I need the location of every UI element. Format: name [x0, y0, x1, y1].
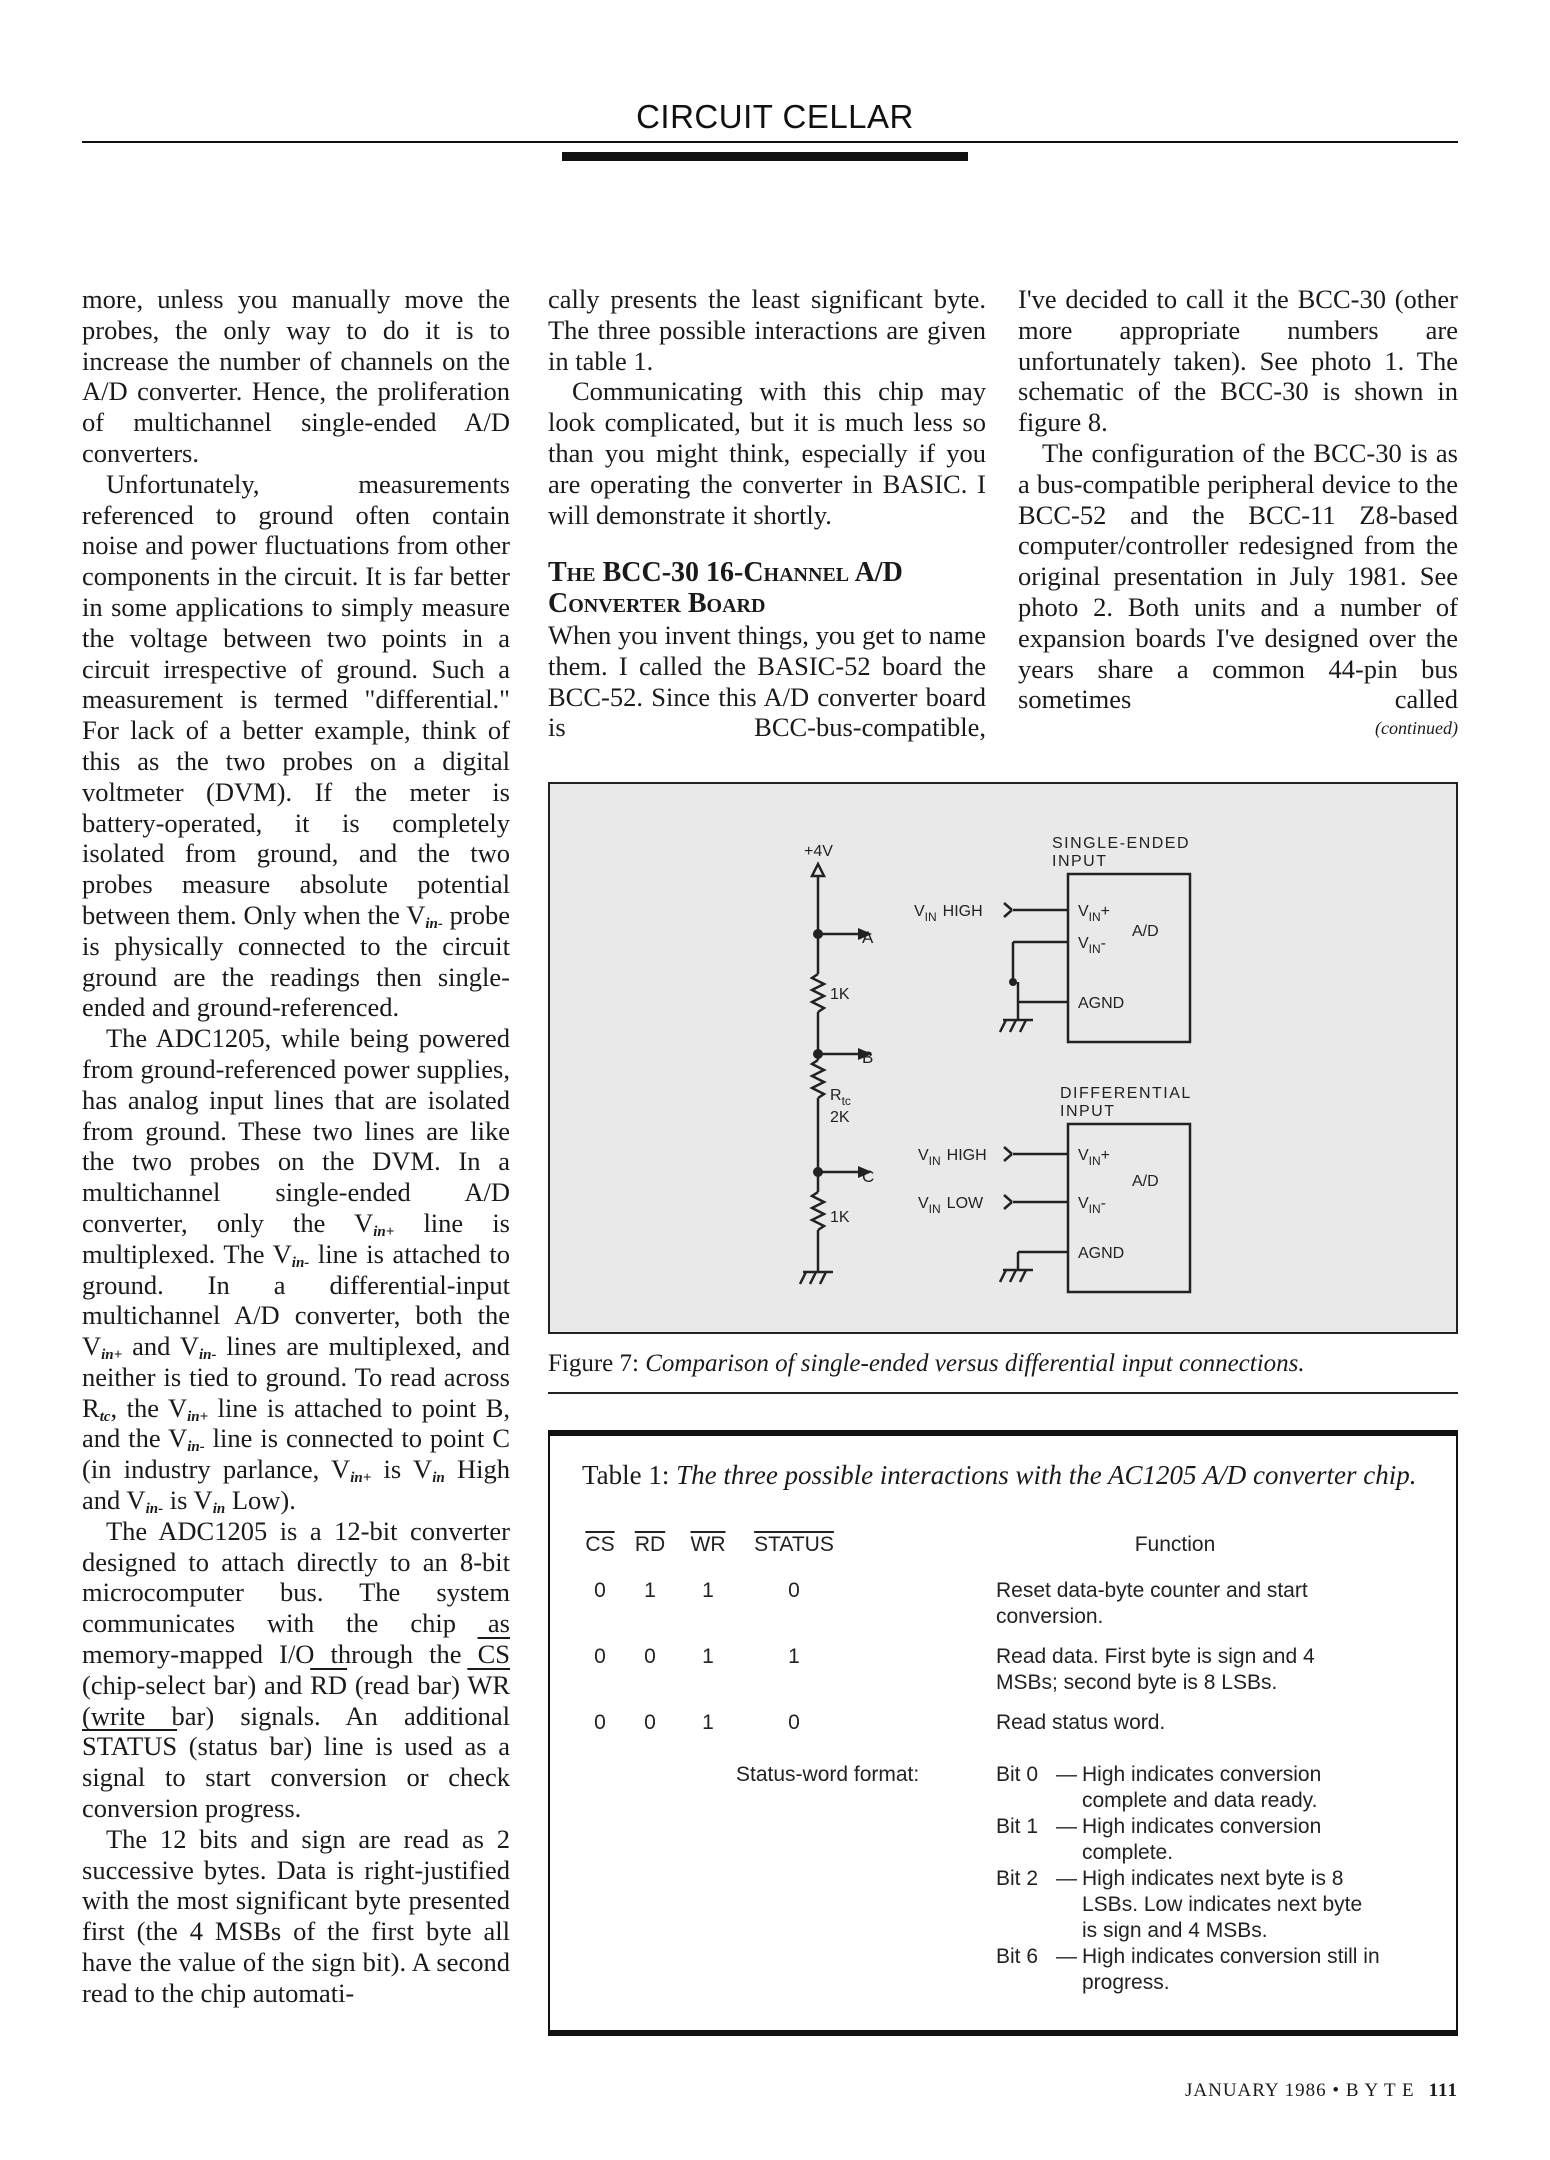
- resistor-1k-label: 1K: [830, 986, 850, 1003]
- ad-label: A/D: [1132, 923, 1159, 940]
- column-3: [1018, 284, 1458, 741]
- status-bit-dash: —: [1056, 1815, 1077, 1838]
- status-bit-text: High indicates conversion complete.: [1082, 1815, 1322, 1864]
- table-cell: 0: [594, 1645, 606, 1668]
- input-chevron-icon: [1004, 1147, 1012, 1161]
- table-cell: 0: [644, 1711, 656, 1734]
- pin-vin-plus: $V_{IN}+$: [1078, 903, 1111, 924]
- column-2: [548, 284, 986, 743]
- page-footer: JANUARY 1986 • B Y T E 111: [1185, 2080, 1458, 2101]
- agnd-label: AGND: [1078, 1245, 1125, 1262]
- table-cell: 1: [788, 1645, 800, 1668]
- point-c-label: C: [862, 1167, 875, 1186]
- header-cs: $\overline{CS}$: [585, 1533, 615, 1556]
- table-title: Table 1: The three possible interactions with the AC1205 A/D converter chip.: [582, 1460, 1417, 1490]
- status-bit-label: Bit 6: [996, 1945, 1039, 1968]
- paragraph: When you invent things, you get to name them. I called the BASIC-52 board the BCC-52. Since this A/D converter board is BCC-bus-compatible,: [548, 619, 986, 743]
- paragraph: Communicating with this chip may look complicated, but it is much less so than you might think, especially if you are operating the converter in BASIC. I will demonstrate it shortly.: [548, 376, 986, 530]
- header-wr: $\overline{WR}$: [690, 1533, 726, 1556]
- resistor-rtc: [812, 1060, 824, 1098]
- status-bit-text: High indicates conversion still in progress.: [1082, 1945, 1380, 1994]
- status-bit-dash: —: [1056, 1867, 1077, 1890]
- status-bit-text: High indicates next byte is 8 LSBs. Low indicates next byte is sign and 4 MSBs.: [1082, 1867, 1363, 1942]
- figure-caption: Figure 7: Comparison of single-ended versus differential input connections.: [548, 1350, 1305, 1377]
- header-rd: $\overline{RD}$: [634, 1533, 666, 1556]
- junction-b: [813, 1049, 823, 1059]
- input-chevron-icon: [1004, 1195, 1012, 1209]
- junction-c: [813, 1167, 823, 1177]
- paragraph: The ADC1205, while being powered from ground-referenced power supplies, has analog input lines that are isolated from ground. These two lines are like the two probes on the DVM. In a multichannel single-ended A/D converter, only the $V_{in+}$ line is multiplexed. The $V_{in-}$ line is attached to ground. In a differential-input multichannel A/D converter, both the $V_{in+}$ and $V_{in-}$ lines are multiplexed, and neither is tied to ground. To read across $R_{tc}$, the $V_{in+}$ line is attached to point B, and the $V_{in-}$ line is connected to point C (in industry parlance, $V_{in+}$ is $V_{in}$ High and $V_{in-}$ is $V_{in}$ Low).: [82, 1023, 511, 1518]
- table-cell-function: Read data. First byte is sign and 4 MSBs; second byte is 8 LSBs.: [996, 1645, 1315, 1694]
- table-cell: 1: [702, 1711, 714, 1734]
- point-a-label: A: [862, 928, 874, 947]
- status-bit-dash: —: [1056, 1945, 1077, 1968]
- status-bit-text: High indicates conversion complete and data ready.: [1082, 1763, 1322, 1812]
- figure-7-schematic: [548, 782, 1458, 1334]
- table-cell: 0: [644, 1645, 656, 1668]
- paragraph: cally presents the least significant byte. The three possible interactions are given in table 1.: [548, 284, 986, 376]
- status-bit-label: Bit 0: [996, 1763, 1039, 1786]
- junction-a: [813, 929, 823, 939]
- table-cell: 0: [594, 1579, 606, 1602]
- paragraph: more, unless you manually move the probes, the only way to do it is to increase the number of channels on the A/D converter. Hence, the proliferation of multichannel single-ended A/D converters.: [82, 284, 510, 468]
- single-ended-label: SINGLE-ENDED: [1052, 835, 1191, 852]
- input-chevron-icon: [1004, 903, 1012, 917]
- column-1: [82, 284, 510, 2009]
- agnd-label: AGND: [1078, 995, 1125, 1012]
- table-cell-function: Reset data-byte counter and start conversion.: [996, 1579, 1308, 1628]
- ad-label: A/D: [1132, 1173, 1159, 1190]
- header-status: STATUS: [754, 1533, 834, 1556]
- resistor-rtc-label: $R_{tc}$: [830, 1087, 851, 1108]
- table-cell-function: Read status word.: [996, 1711, 1166, 1734]
- resistor-1k-label: 1K: [830, 1209, 850, 1226]
- header-bar: [562, 152, 968, 161]
- supply-label: +4V: [804, 843, 833, 860]
- vin-high-label: $V_{IN}$ HIGH: [918, 1147, 987, 1168]
- caption-rule: [548, 1392, 1458, 1394]
- paragraph: I've decided to call it the BCC-30 (other more appropriate numbers are unfortunately taken). See photo 1. The schematic of the BCC-30 is shown in figure 8.: [1018, 284, 1458, 438]
- header-rule: [82, 141, 1458, 143]
- junction-ground: [1009, 978, 1017, 986]
- vin-high-label: $V_{IN}$ HIGH: [914, 903, 983, 924]
- table-cell: 1: [702, 1579, 714, 1602]
- status-bit-dash: —: [1056, 1763, 1077, 1786]
- pin-vin-minus: $V_{IN}-$: [1078, 1195, 1106, 1216]
- status-bit-label: Bit 1: [996, 1815, 1039, 1838]
- vin-low-label: $V_{IN}$ LOW: [918, 1195, 984, 1216]
- table-cell: 1: [702, 1645, 714, 1668]
- section-title: CIRCUIT CELLAR: [636, 98, 914, 135]
- point-b-label: B: [862, 1048, 874, 1067]
- differential-label: DIFFERENTIAL: [1060, 1085, 1192, 1102]
- table-cell: 0: [594, 1711, 606, 1734]
- table-cell: 1: [644, 1579, 656, 1602]
- table-cell: 0: [788, 1711, 800, 1734]
- single-ended-label: INPUT: [1052, 853, 1108, 870]
- paragraph: Unfortunately, measurements referenced to ground often contain noise and power fluctuations from other components in the circuit. It is far better in some applications to simply measure the voltage between two points in a circuit irrespective of ground. Such a measurement is termed "differential." For lack of a better example, think of this as the two probes on a digital voltmeter (DVM). If the meter is battery-operated, it is completely isolated from ground, and the two probes measure absolute potential between them. Only when the $V_{in-}$ probe is physically connected to the circuit ground are the readings then single-ended and ground-referenced.: [82, 468, 511, 1023]
- pin-vin-plus: $V_{IN}+$: [1078, 1147, 1111, 1168]
- status-bit-label: Bit 2: [996, 1867, 1039, 1890]
- header-function: Function: [1134, 1533, 1216, 1556]
- differential-label: INPUT: [1060, 1103, 1116, 1120]
- status-format-label: Status-word format:: [736, 1763, 920, 1786]
- supply-arrow-icon: [812, 864, 824, 876]
- resistor-1k-bottom: [812, 1192, 824, 1230]
- paragraph: The ADC1205 is a 12-bit converter designed to attach directly to an 8-bit microcomputer bus. The system communicates with the chip as memory-mapped I/O through the $\overline{CS}$ (chip-select bar) and $\overline{RD}$ (read bar) $\overline{WR}$ (write bar) signals. An additional STATUS (status bar) line is used as a signal to start conversion or check conversion progress.: [82, 1515, 511, 1824]
- resistor-1k-top: [812, 974, 824, 1012]
- paragraph: The 12 bits and sign are read as 2 successive bytes. Data is right-justified with the most significant byte presented first (the 4 MSBs of the first byte all have the value of the sign bit). A second read to the chip automati-: [82, 1823, 510, 2008]
- paragraph: The configuration of the BCC-30 is as a bus-compatible peripheral device to the BCC-52 and the BCC-11 Z8-based computer/controller redesigned from the original presentation in July 1981. See photo 2. Both units and a number of expansion boards I've designed over the years share a common 44-pin bus sometimes called: [1018, 437, 1458, 715]
- section-heading: The BCC-30 16-Channel A/D Converter Board: [548, 557, 903, 620]
- resistor-rtc-value: 2K: [830, 1109, 850, 1126]
- table-cell: 0: [788, 1579, 800, 1602]
- continued-note: (continued): [1375, 718, 1458, 739]
- pin-vin-minus: $V_{IN}-$: [1078, 935, 1106, 956]
